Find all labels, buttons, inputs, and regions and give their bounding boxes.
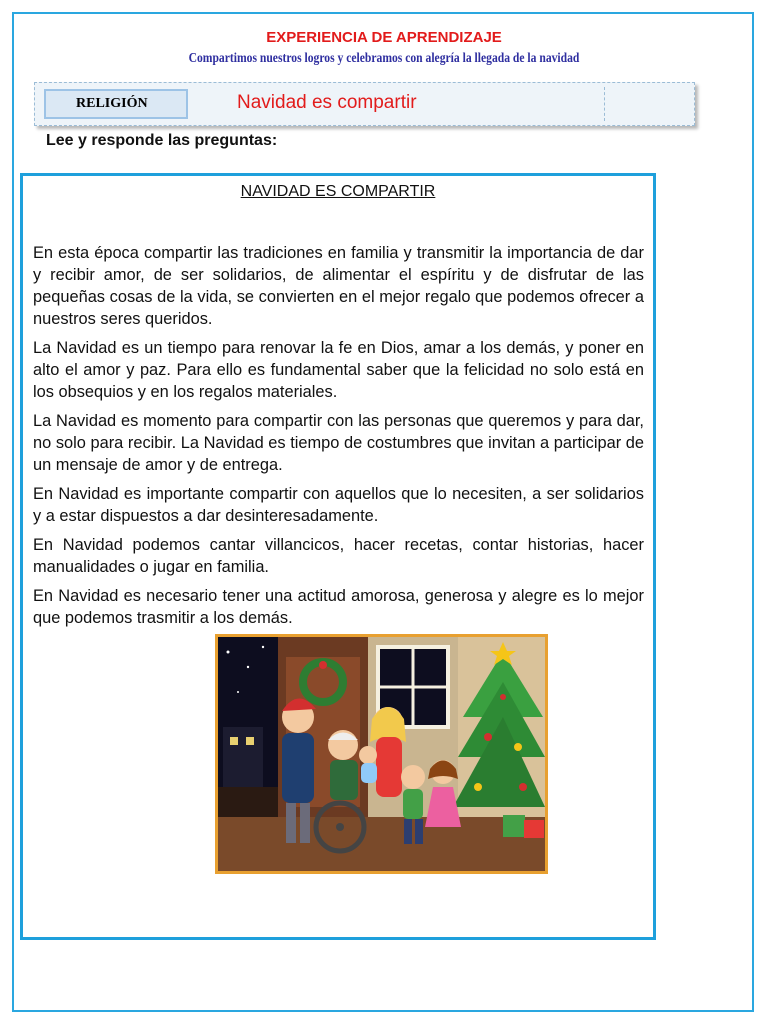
paragraph: En Navidad podemos cantar villancicos, hacer recetas, contar historias, hacer manualidades o jugar en familia. — [33, 536, 644, 576]
instructions: Lee y responde las preguntas: — [46, 132, 278, 149]
experience-title: EXPERIENCIA DE APRENDIZAJE — [266, 29, 502, 46]
subject-title: Navidad es compartir — [237, 92, 417, 113]
experience-subtitle: Compartimos nuestros logros y celebramos con alegría la llegada de la navidad — [188, 50, 580, 65]
paragraph: En Navidad es necesario tener una actitud amorosa, generosa y alegre es lo mejor que podemos trasmitir a los demás. — [33, 587, 644, 627]
family-christmas-illustration — [215, 634, 548, 874]
paragraph: En Navidad es importante compartir con aquellos que lo necesiten, a ser solidarios y a estar dispuestos a dar desinteresadamente. — [33, 485, 644, 525]
reading-text — [33, 242, 644, 636]
subject-area-label: RELIGIÓN — [44, 89, 188, 119]
paragraph: La Navidad es un tiempo para renovar la fe en Dios, amar a los demás, y poner en alto el amor y paz. Para ello es fundamental saber que la felicidad no solo está en los obsequios y en los regalos materiales. — [33, 339, 644, 401]
paragraph: La Navidad es momento para compartir con las personas que queremos y para dar, no solo para recibir. La Navidad es tiempo de costumbres que invitan a participar de un mensaje de amor y de entrega. — [33, 412, 644, 474]
paragraph: En esta época compartir las tradiciones en familia y transmitir la importancia de dar y recibir amor, de ser solidarios, de alimentar el espíritu y de disfrutar de las pequeñas cosas de la vida, se convierten en el mejor regalo que podemos ofrecer a nuestros seres queridos. — [33, 244, 644, 328]
reading-title: NAVIDAD ES COMPARTIR — [240, 183, 436, 200]
bar-divider — [604, 87, 606, 121]
subject-bar — [34, 82, 695, 126]
